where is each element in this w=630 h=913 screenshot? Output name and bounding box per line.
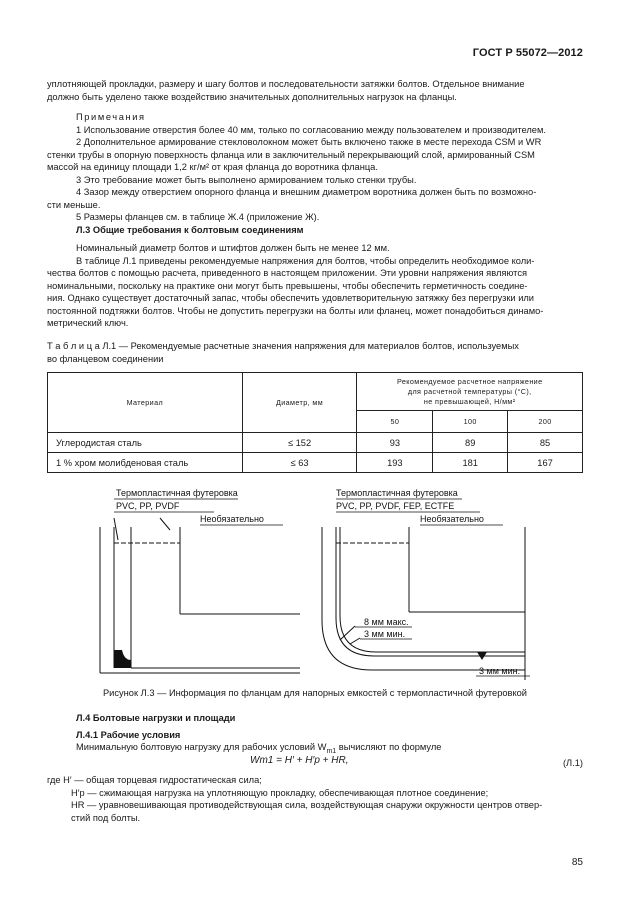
header-material: Материал: [48, 373, 243, 433]
header-temp-100: 100: [433, 411, 508, 433]
note-2-line-3: массой на единицу площади 1,2 кг/м² от края фланца до воротника фланца.: [47, 162, 378, 172]
section-l3-p2-line-2: чества болтов с помощью расчета, приведенного в настоящем приложении. Эти уровни напряжения являются: [47, 268, 528, 278]
section-l3-body: [47, 242, 583, 330]
header-temp-50: 50: [357, 411, 433, 433]
left-liner-label: Термопластичная футеровка: [116, 488, 238, 498]
section-l3-p2-line-1: В таблице Л.1 приведены рекомендуемые напряжения для болтов, чтобы определить необходимое коли-: [76, 255, 535, 266]
where-line-2: H′p — сжимающая нагрузка на уплотняющую прокладку, обеспечивающая плотное соединение;: [71, 787, 489, 798]
left-flange-drawing: [100, 518, 300, 673]
header-stress-line-3: не превышающей, Н/мм²: [423, 396, 516, 406]
note-5: 5 Размеры фланцев см. в таблице Ж.4 (приложение Ж).: [76, 212, 320, 222]
section-l4-p1-end: вычисляют по формуле: [336, 742, 442, 752]
note-4-line-1: 4 Зазор между отверстием опорного фланца и внешним диаметром воротника должен быть по возможно-: [76, 187, 537, 197]
table-caption-line-1: Т а б л и ц а Л.1 — Рекомендуемые расчетные значения напряжения для материалов болтов, используемых: [47, 341, 519, 351]
section-l3-p2-line-4: ния. Однако существует достаточный запас, чтобы обеспечить удовлетворительную затяжку без перегрузки или: [47, 293, 535, 303]
dim-8mm-max: 8 мм макс.: [364, 617, 409, 627]
table-row: [48, 433, 583, 453]
where-line-1: где H′ — общая торцевая гидростатическая сила;: [47, 775, 262, 785]
cell-v100: 181: [433, 453, 508, 473]
cell-material: Углеродистая сталь: [48, 433, 243, 453]
header-stress: [357, 373, 583, 411]
section-l3-p2-line-5: постоянной подтяжки болтов. Чтобы не допустить перегрузки на болты или фланец, может понадобиться динамо-: [47, 305, 544, 316]
flange-figure: [0, 480, 630, 680]
cell-v50: 193: [357, 453, 433, 473]
formula-number: (Л.1): [562, 758, 583, 768]
header-temp-200: 200: [508, 411, 583, 433]
table-caption: [47, 340, 583, 365]
section-l3-p2-line-6: метрический ключ.: [47, 318, 129, 328]
page-number: 85: [571, 857, 583, 868]
cell-diameter: ≤ 152: [242, 433, 357, 453]
dim-3mm-min-a: 3 мм мин.: [364, 629, 406, 639]
notes-block: [47, 111, 583, 224]
figure-caption: Рисунок Л.3 — Информация по фланцам для напорных емкостей с термопластичной футеровкой: [102, 688, 528, 698]
section-l4-p1-text: Минимальную болтовую нагрузку для рабочих условий W: [76, 742, 327, 752]
left-materials-label: PVC, PP, PVDF: [116, 501, 180, 511]
section-l3-title: Л.3 Общие требования к болтовым соединениям: [76, 225, 304, 235]
note-1: 1 Использование отверстия более 40 мм, только по согласованию между пользователем и производителем.: [76, 124, 546, 135]
right-optional-label: Необязательно: [420, 514, 484, 524]
note-2-line-1: 2 Дополнительное армирование стекловолокном может быть включено также в месте перехода CSM и WR: [76, 137, 542, 147]
where-line-3: HR — уравновешивающая противодействующая сила, воздействующая снаружи окружности центров отвер-: [71, 800, 543, 810]
header-diameter: Диаметр, мм: [242, 373, 357, 433]
header-stress-line-2: для расчетной температуры (°С),: [407, 386, 532, 396]
section-l4-1-title: Л.4.1 Рабочие условия: [76, 730, 181, 740]
section-l3-p1: Номинальный диаметр болтов и штифтов должен быть не менее 12 мм.: [76, 243, 390, 253]
section-l4-p1-sub: m1: [326, 747, 337, 755]
cell-v50: 93: [357, 433, 433, 453]
cell-v100: 89: [433, 433, 508, 453]
right-flange-drawing: [322, 527, 525, 680]
where-line-4: стий под болты.: [71, 812, 141, 823]
document-header: ГОСТ Р 55072—2012: [472, 47, 583, 59]
note-3: 3 Это требование может быть выполнено армированием только стенки трубы.: [76, 174, 417, 185]
header-stress-line-1: Рекомендуемое расчетное напряжение: [396, 376, 543, 386]
section-l3-p2-line-3: номинальными, поскольку на практике они могут быть превышены, чтобы обеспечить герметичность соедине-: [47, 280, 528, 291]
intro-line-1: уплотняющей прокладки, размеру и шагу болтов и последовательности затяжки болтов. Отдельное внимание: [47, 79, 525, 89]
dim-3mm-min-b: 3 мм мин.: [479, 666, 521, 676]
intro-line-2: должно быть уделено также воздействию значительных дополнительных нагрузок на фланцы.: [47, 91, 457, 102]
section-l4-title: Л.4 Болтовые нагрузки и площади: [76, 713, 236, 723]
left-optional-label: Необязательно: [200, 514, 264, 524]
where-block: [47, 774, 583, 824]
note-2-line-2: стенки трубы в опорную поверхность фланца или в заключительный перекрывающий слой, армированный CSM: [47, 149, 535, 160]
right-materials-label: PVC, PP, PVDF, FEP, ECTFE: [336, 501, 455, 511]
cell-v200: 167: [508, 453, 583, 473]
cell-diameter: ≤ 63: [242, 453, 357, 473]
bolt-stress-table: [47, 372, 583, 473]
table-caption-line-2: во фланцевом соединении: [47, 353, 164, 364]
notes-title: Примечания: [76, 112, 146, 122]
formula: Wm1 = H′ + H′p + HR,: [250, 755, 349, 766]
cell-v200: 85: [508, 433, 583, 453]
note-4-line-2: сти меньше.: [47, 199, 101, 210]
intro-paragraph: [47, 78, 583, 103]
cell-material: 1 % хром молибденовая сталь: [48, 453, 243, 473]
table-row: [48, 453, 583, 473]
right-liner-label: Термопластичная футеровка: [336, 488, 458, 498]
